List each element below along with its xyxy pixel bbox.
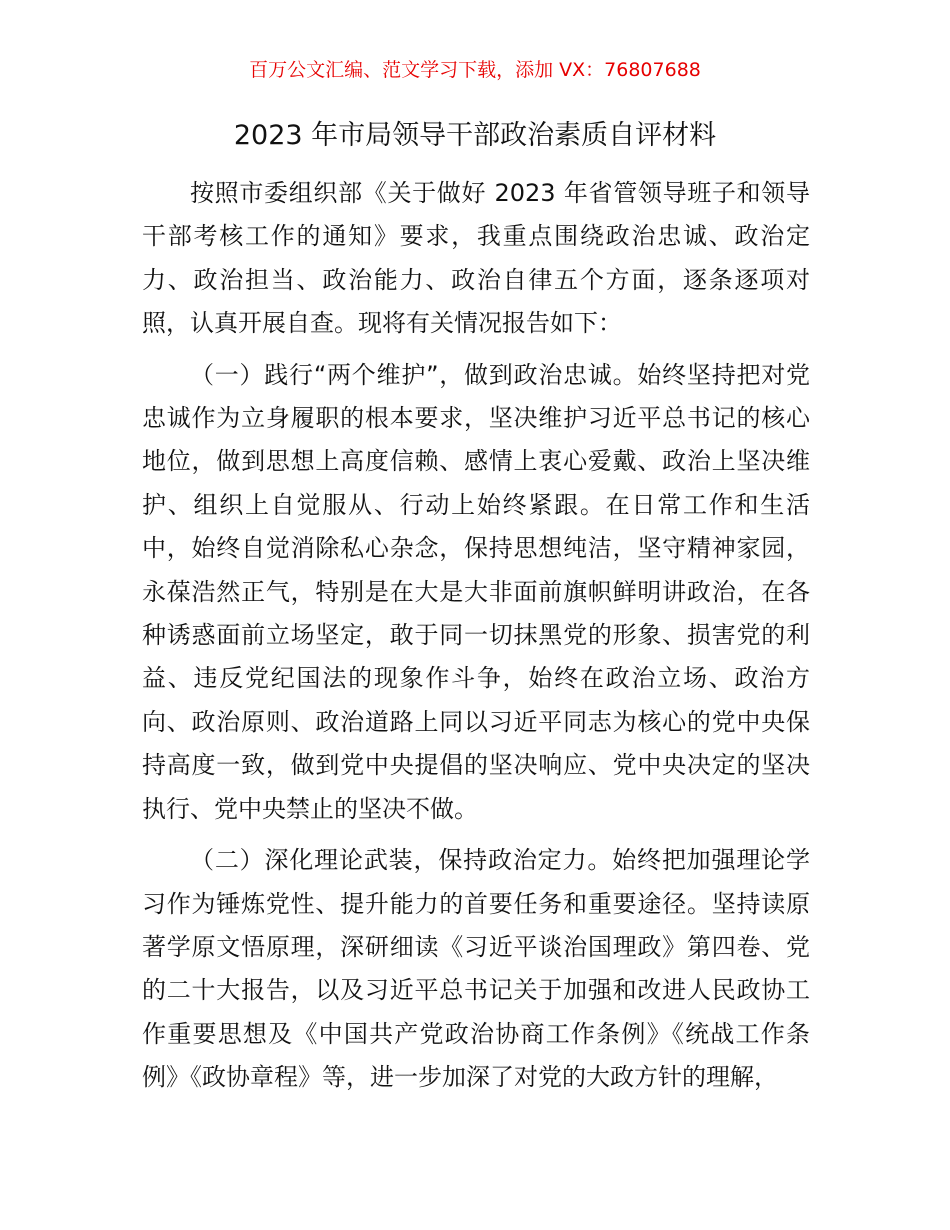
paragraph-intro: 按照市委组织部《关于做好 2023 年省管领导班子和领导干部考核工作的通知》要求，我重点围绕政治忠诚、政治定力、政治担当、政治能力、政治自律五个方面，逐条逐项对照，认真开展自查。现将有关情况报告如下： — [142, 179, 810, 338]
document-title: 2023 年市局领导干部政治素质自评材料 — [233, 120, 717, 151]
paragraph-section-2: （二）深化理论武装，保持政治定力。始终把加强理论学习作为锤炼党性、提升能力的首要任务和重要途径。坚持读原著学原文悟原理，深研细读《习近平谈治国理政》第四卷、党的二十大报告，以及习近平总书记关于加强和改进人民政协工作重要思想及《中国共产党政治协商工作条例》《统战工作条例》《政协章程》等，进一步加深了对党的大政方针的理解， — [142, 846, 810, 1092]
document-body — [142, 172, 810, 1100]
watermark-text: 百万公文汇编、范文学习下载，添加 VX：76807688 — [249, 59, 701, 81]
paragraph-section-1: （一）践行“两个维护”，做到政治忠诚。始终坚持把对党忠诚作为立身履职的根本要求，坚决维护习近平总书记的核心地位，做到思想上高度信赖、感情上衷心爱戴、政治上坚决维护、组织上自觉服从、行动上始终紧跟。在日常工作和生活中，始终自觉消除私心杂念，保持思想纯洁，坚守精神家园，永葆浩然正气，特别是在大是大非面前旗帜鲜明讲政治，在各种诱惑面前立场坚定，敢于同一切抹黑党的形象、损害党的利益、违反党纪国法的现象作斗争，始终在政治立场、政治方向、政治原则、政治道路上同以习近平同志为核心的党中央保持高度一致，做到党中央提倡的坚决响应、党中央决定的坚决执行、党中央禁止的坚决不做。 — [142, 360, 810, 823]
